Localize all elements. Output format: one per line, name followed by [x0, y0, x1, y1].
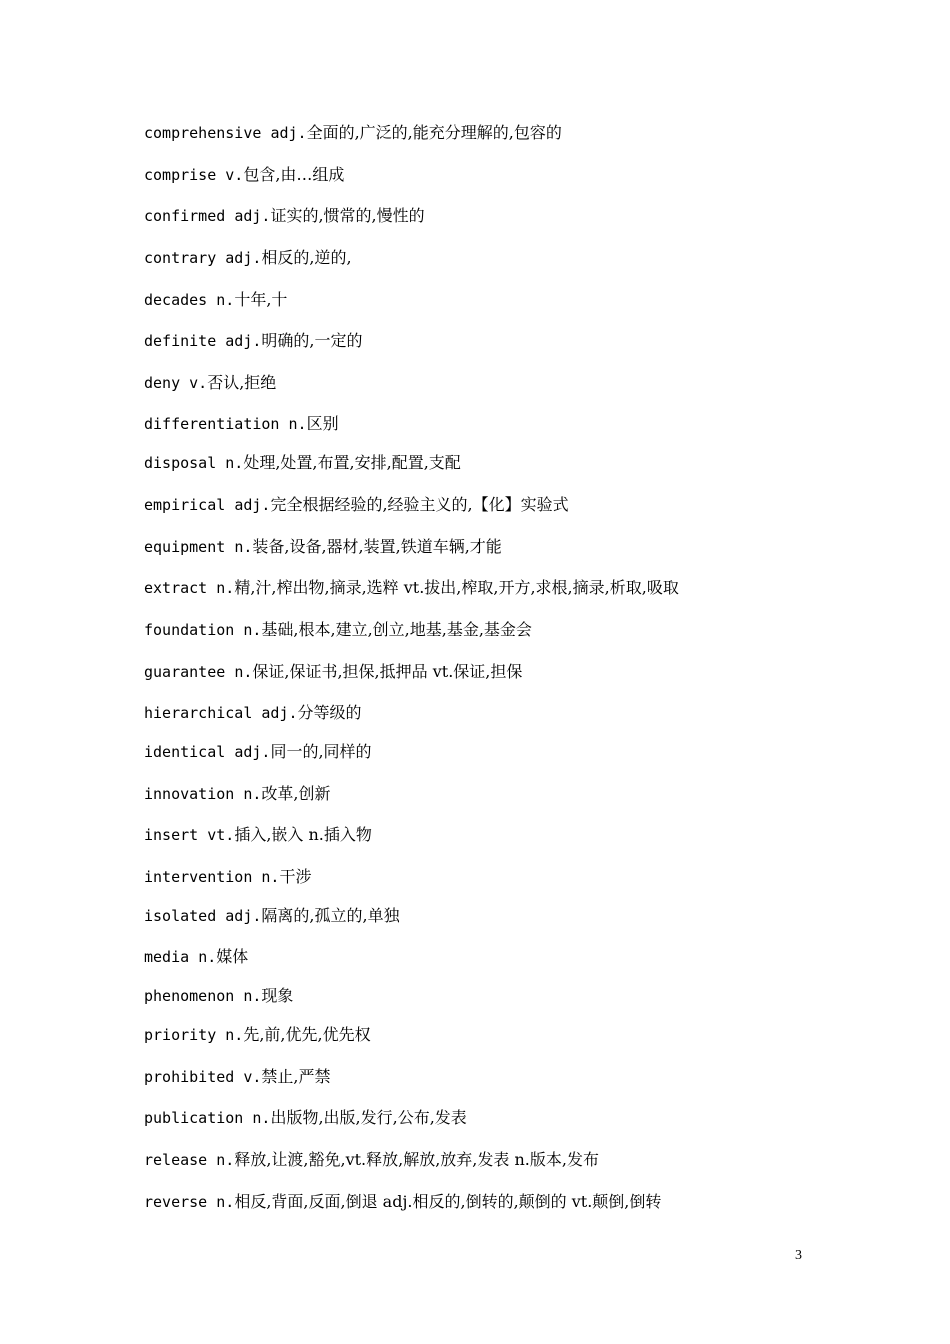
- vocab-entry: [144, 577, 679, 599]
- page-number: 3: [795, 1248, 802, 1263]
- vocab-entry: [144, 1066, 331, 1088]
- vocab-entry: [144, 985, 293, 1007]
- entry-word: identical: [144, 743, 226, 761]
- entry-definition: 包含,由…组成: [243, 165, 345, 184]
- entry-definition: 区别: [306, 414, 339, 433]
- entry-definition: 全面的,广泛的,能充分理解的,包容的: [306, 123, 562, 142]
- entry-word: extract: [144, 579, 208, 597]
- entry-word: innovation: [144, 785, 235, 803]
- vocab-entry: [144, 205, 425, 227]
- entry-pos: adj.: [234, 496, 271, 514]
- entry-definition: 否认,拒绝: [207, 373, 277, 392]
- entry-pos: n.: [243, 987, 262, 1005]
- entry-definition: 基础,根本,建立,创立,地基,基金,基金会: [261, 620, 532, 639]
- vocab-entry: [144, 905, 400, 927]
- entry-pos: n.: [216, 579, 235, 597]
- entry-definition: 相反的,逆的,: [261, 248, 352, 267]
- vocab-entry: [144, 247, 352, 269]
- entry-definition: 精,汁,榨出物,摘录,选粹 vt.拔出,榨取,开方,求根,摘录,析取,吸取: [234, 578, 679, 597]
- entry-word: reverse: [144, 1193, 208, 1211]
- entry-word: release: [144, 1151, 208, 1169]
- entry-pos: n.: [252, 1109, 271, 1127]
- vocab-entry: [144, 1191, 661, 1213]
- entry-definition: 隔离的,孤立的,单独: [261, 906, 400, 925]
- entry-pos: adj.: [270, 124, 307, 142]
- entry-pos: adj.: [225, 907, 262, 925]
- entry-pos: n.: [216, 1193, 235, 1211]
- entry-definition: 先,前,优先,优先权: [243, 1025, 371, 1044]
- vocab-entry: [144, 1149, 599, 1171]
- entry-definition: 完全根据经验的,经验主义的,【化】实验式: [270, 495, 569, 514]
- entry-word: differentiation: [144, 415, 280, 433]
- entry-definition: 媒体: [216, 947, 249, 966]
- entry-definition: 处理,处置,布置,安排,配置,支配: [243, 453, 461, 472]
- entry-word: phenomenon: [144, 987, 235, 1005]
- entry-definition: 现象: [261, 986, 294, 1005]
- entry-pos: adj.: [234, 743, 271, 761]
- entry-word: guarantee: [144, 663, 226, 681]
- entry-pos: n.: [234, 663, 253, 681]
- entry-pos: n.: [225, 454, 244, 472]
- vocab-entry: [144, 946, 248, 968]
- entry-pos: adj.: [225, 332, 262, 350]
- vocab-entry: [144, 452, 461, 474]
- entry-pos: adj.: [234, 207, 271, 225]
- entry-definition: 同一的,同样的: [270, 742, 372, 761]
- vocab-entry: [144, 372, 276, 394]
- entry-pos: n.: [216, 291, 235, 309]
- vocab-entry: [144, 164, 344, 186]
- entry-word: isolated: [144, 907, 217, 925]
- entry-word: contrary: [144, 249, 217, 267]
- vocab-entry: [144, 536, 502, 558]
- entry-word: decades: [144, 291, 208, 309]
- entry-pos: n.: [198, 948, 217, 966]
- vocab-entry: [144, 330, 363, 352]
- entry-pos: n.: [225, 1026, 244, 1044]
- entry-definition: 禁止,严禁: [261, 1067, 331, 1086]
- entry-word: empirical: [144, 496, 226, 514]
- entry-pos: n.: [216, 1151, 235, 1169]
- vocab-entry: [144, 783, 331, 805]
- entry-definition: 出版物,出版,发行,公布,发表: [270, 1108, 467, 1127]
- entry-word: insert: [144, 826, 199, 844]
- vocab-entry: [144, 619, 532, 641]
- entry-pos: n.: [243, 785, 262, 803]
- vocab-entry: [144, 413, 339, 435]
- entry-word: foundation: [144, 621, 235, 639]
- vocab-entry: [144, 494, 569, 516]
- entry-definition: 保证,保证书,担保,抵押品 vt.保证,担保: [252, 662, 523, 681]
- entry-definition: 证实的,惯常的,慢性的: [270, 206, 425, 225]
- vocab-entry: [144, 661, 522, 683]
- entry-pos: adj.: [225, 249, 262, 267]
- vocab-entry: [144, 289, 287, 311]
- entry-word: priority: [144, 1026, 217, 1044]
- vocab-entry: [144, 702, 362, 724]
- entry-definition: 插入,嵌入 n.插入物: [234, 825, 372, 844]
- entry-definition: 改革,创新: [261, 784, 331, 803]
- vocab-entry: [144, 866, 311, 888]
- vocab-entry: [144, 1107, 467, 1129]
- vocab-entry: [144, 741, 372, 763]
- entry-pos: n.: [234, 538, 253, 556]
- entry-pos: v.: [189, 374, 208, 392]
- vocab-entry: [144, 824, 372, 846]
- entry-word: definite: [144, 332, 217, 350]
- entry-pos: n.: [243, 621, 262, 639]
- entry-word: publication: [144, 1109, 244, 1127]
- entry-word: comprise: [144, 166, 217, 184]
- entry-word: comprehensive: [144, 124, 262, 142]
- entry-word: equipment: [144, 538, 226, 556]
- entry-word: confirmed: [144, 207, 226, 225]
- entry-word: deny: [144, 374, 181, 392]
- entry-pos: adj.: [261, 704, 298, 722]
- entry-pos: v.: [243, 1068, 262, 1086]
- entry-definition: 装备,设备,器材,装置,铁道车辆,才能: [252, 537, 502, 556]
- entry-word: media: [144, 948, 190, 966]
- entry-pos: n.: [288, 415, 307, 433]
- vocab-entry: [144, 1024, 371, 1046]
- entry-definition: 分等级的: [297, 703, 362, 722]
- entry-pos: n.: [261, 868, 280, 886]
- entry-pos: v.: [225, 166, 244, 184]
- entry-definition: 释放,让渡,豁免,vt.释放,解放,放弃,发表 n.版本,发布: [234, 1150, 599, 1169]
- entry-definition: 明确的,一定的: [261, 331, 363, 350]
- entry-definition: 十年,十: [234, 290, 288, 309]
- entry-pos: vt.: [207, 826, 235, 844]
- entry-definition: 相反,背面,反面,倒退 adj.相反的,倒转的,颠倒的 vt.颠倒,倒转: [234, 1192, 662, 1211]
- entry-word: disposal: [144, 454, 217, 472]
- entry-word: hierarchical: [144, 704, 253, 722]
- entry-word: intervention: [144, 868, 253, 886]
- entry-definition: 干涉: [279, 867, 312, 886]
- entry-word: prohibited: [144, 1068, 235, 1086]
- vocab-entry: [144, 122, 562, 144]
